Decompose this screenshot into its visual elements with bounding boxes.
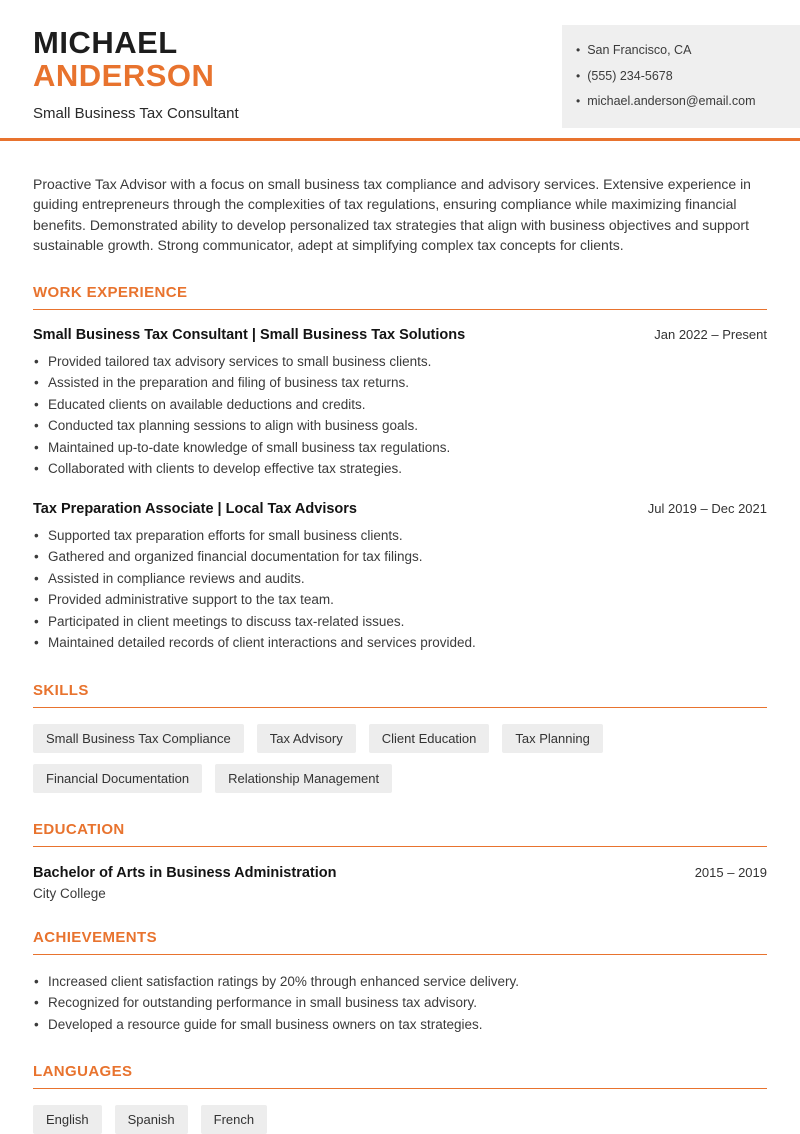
contact-location <box>576 38 784 64</box>
skill-chip: Small Business Tax Compliance <box>33 724 244 753</box>
header-divider <box>0 138 800 141</box>
contact-email <box>576 89 784 115</box>
bullet-item: • Participated in client meetings to discuss tax-related issues. <box>33 611 767 633</box>
contact-location-text: San Francisco, CA <box>587 43 692 57</box>
contact-email-text: michael.anderson@email.com <box>587 94 756 109</box>
bullet-item: • Developed a resource guide for small business owners on tax strategies. <box>33 1014 767 1036</box>
bullet-icon: • <box>576 68 581 83</box>
job-dates: Jan 2022 – Present <box>654 326 767 342</box>
section-rule <box>33 707 767 708</box>
skill-chip: Financial Documentation <box>33 764 202 793</box>
education-school: City College <box>33 885 106 901</box>
section-rule <box>33 846 767 847</box>
section-heading-achievements: ACHIEVEMENTS <box>33 928 157 946</box>
bullet-item: • Collaborated with clients to develop effective tax strategies. <box>33 458 767 480</box>
job-header <box>33 501 767 517</box>
skill-chip: Tax Planning <box>502 724 602 753</box>
bullet-item: • Provided tailored tax advisory services to small business clients. <box>33 351 767 373</box>
contact-phone <box>576 64 784 90</box>
achievements-bullet-list <box>33 971 767 1036</box>
job-bullet-list <box>33 351 767 480</box>
bullet-icon: • <box>576 43 581 57</box>
section-skills <box>33 682 767 793</box>
contact-card <box>562 25 800 128</box>
bullet-item: • Maintained detailed records of client interactions and services provided. <box>33 632 767 654</box>
header-job-title: Small Business Tax Consultant <box>33 104 239 122</box>
section-heading-skills: SKILLS <box>33 681 89 699</box>
job-title-text: Tax Preparation Associate | Local Tax Advisors <box>33 500 357 517</box>
bullet-item: • Provided administrative support to the tax team. <box>33 589 767 611</box>
bullet-item: • Recognized for outstanding performance in small business tax advisory. <box>33 992 767 1014</box>
last-name: ANDERSON <box>33 58 215 94</box>
job-entry <box>33 327 767 480</box>
bullet-item: • Conducted tax planning sessions to align with business goals. <box>33 415 767 437</box>
section-heading-work: WORK EXPERIENCE <box>33 283 188 301</box>
skill-chip: Tax Advisory <box>257 724 356 753</box>
education-degree: Bachelor of Arts in Business Administration <box>33 864 337 881</box>
section-rule <box>33 309 767 310</box>
section-work-experience <box>33 284 767 654</box>
job-title-text: Small Business Tax Consultant | Small Business Tax Solutions <box>33 326 466 343</box>
section-rule <box>33 1088 767 1089</box>
bullet-icon: • <box>576 94 581 109</box>
bullet-item: • Maintained up-to-date knowledge of small business tax regulations. <box>33 437 767 459</box>
resume-header <box>0 0 800 122</box>
education-dates: 2015 – 2019 <box>694 864 767 880</box>
first-name: MICHAEL <box>33 25 178 60</box>
summary-paragraph: Proactive Tax Advisor with a focus on small business tax compliance and advisory services. Extensive experience in guiding entrepreneurs through the complexities of tax regulations, ensuring compliance while maximizing financial benefits. Demonstrated ability to develop personalized tax strategies that align with business objectives and support sustainable growth. Strong communicator, adept at simplifying complex tax concepts for clients. <box>33 175 751 254</box>
bullet-item: • Assisted in the preparation and filing of business tax returns. <box>33 372 767 394</box>
skill-chip: Relationship Management <box>215 764 392 793</box>
section-achievements <box>33 929 767 1036</box>
bullet-item: • Supported tax preparation efforts for small business clients. <box>33 525 767 547</box>
bullet-item: • Assisted in compliance reviews and audits. <box>33 568 767 590</box>
skills-chip-list <box>33 724 767 793</box>
resume-content <box>0 174 800 1134</box>
contact-phone-text: (555) 234-5678 <box>587 68 673 83</box>
section-rule <box>33 954 767 955</box>
section-heading-languages: LANGUAGES <box>33 1063 133 1081</box>
skill-chip: Client Education <box>369 724 490 753</box>
job-bullet-list <box>33 525 767 654</box>
bullet-item: • Increased client satisfaction ratings by 20% through enhanced service delivery. <box>33 971 767 993</box>
bullet-item: • Gathered and organized financial documentation for tax filings. <box>33 546 767 568</box>
bullet-item: • Educated clients on available deductions and credits. <box>33 394 767 416</box>
education-entry <box>33 865 767 881</box>
section-education <box>33 821 767 901</box>
job-header <box>33 327 767 343</box>
language-chip: Spanish <box>115 1105 188 1134</box>
job-entry <box>33 501 767 654</box>
job-dates: Jul 2019 – Dec 2021 <box>647 500 767 516</box>
section-heading-education: EDUCATION <box>33 820 125 838</box>
language-chip: English <box>33 1105 102 1134</box>
section-languages <box>33 1063 767 1134</box>
language-chip: French <box>201 1105 267 1134</box>
